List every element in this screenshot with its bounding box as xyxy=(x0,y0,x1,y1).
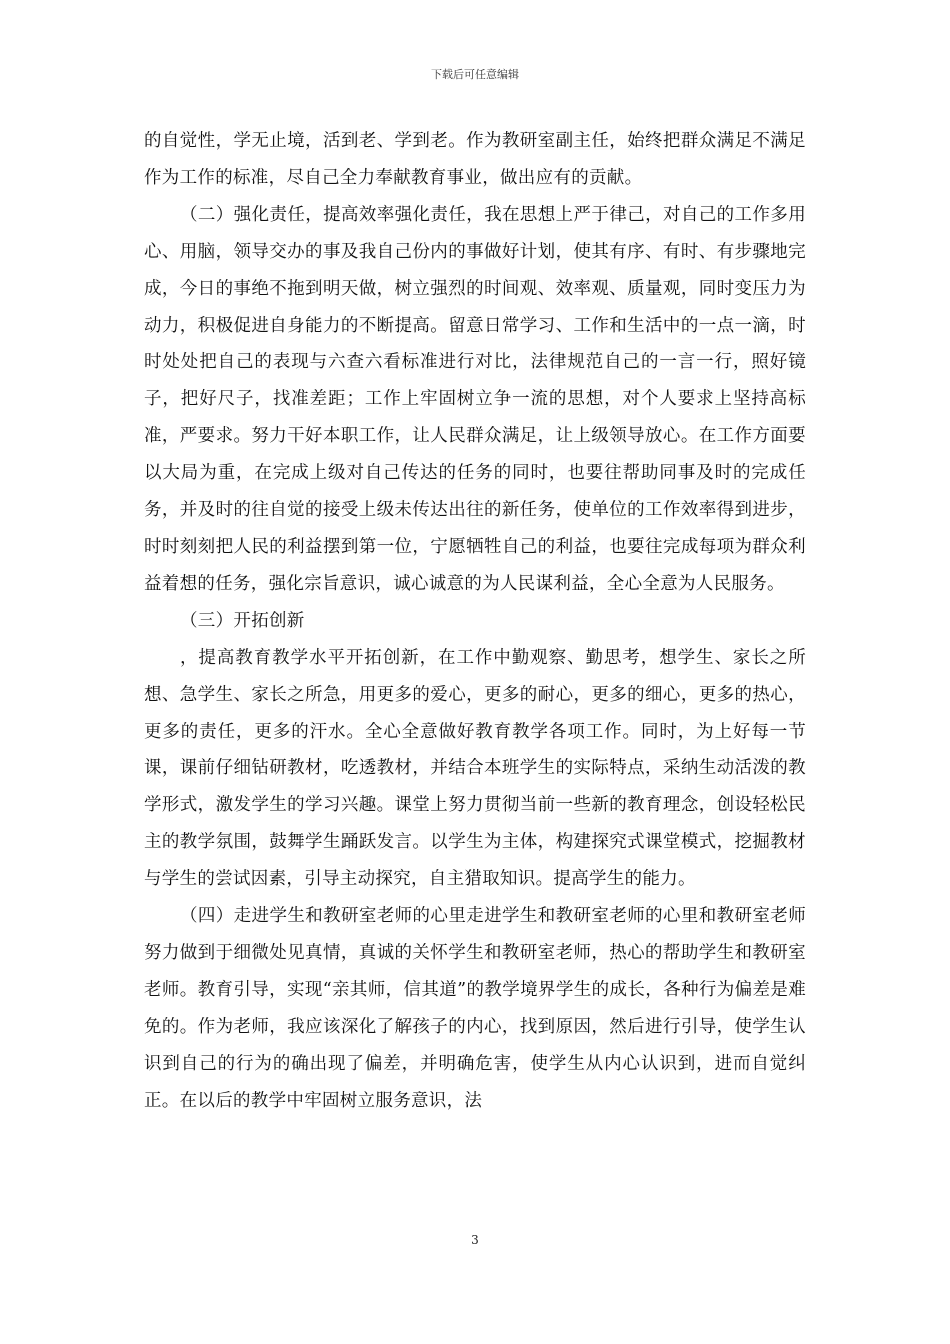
page-number: 3 xyxy=(471,1233,479,1247)
paragraph-continued: 的自觉性，学无止境，活到老、学到老。作为教研室副主任，始终把群众满足不满足作为工作的标准，尽自己全力奉献教育事业，做出应有的贡献。 xyxy=(144,131,806,188)
document-body xyxy=(144,123,806,1119)
paragraph-section-three-body: ，提高教育教学水平开拓创新，在工作中勤观察、勤思考，想学生、家长之所想、急学生、家长之所急，用更多的爱心，更多的耐心，更多的细心，更多的热心，更多的责任，更多的汗水。全心全意做好教育教学各项工作。同时，为上好每一节课，课前仔细钻研教材，吃透教材，并结合本班学生的实际特点，采纳生动活泼的教学形式，激发学生的学习兴趣。课堂上努力贯彻当前一些新的教育理念，创设轻松民主的教学氛围，鼓舞学生踊跃发言。以学生为主体，构建探究式课堂模式，挖掘教材与学生的尝试因素，引导主动探究，自主猎取知识。提高学生的能力。 xyxy=(144,647,806,890)
page-header: 下载后可任意编辑 xyxy=(431,68,519,81)
paragraph-section-three-heading: （三）开拓创新 xyxy=(180,610,305,631)
paragraph-section-two: （二）强化责任，提高效率强化责任，我在思想上严于律己，对自己的工作多用心、用脑，领导交办的事及我自己份内的事做好计划，使其有序、有时、有步骤地完成，今日的事绝不拖到明天做，树立强烈的时间观、效率观、质量观，同时变压力为动力，积极促进自身能力的不断提高。留意日常学习、工作和生活中的一点一滴，时时处处把自己的表现与六查六看标准进行对比，法律规范自己的一言一行，照好镜子，把好尺子，找准差距；工作上牢固树立争一流的思想，对个人要求上坚持高标准，严要求。努力干好本职工作，让人民群众满足，让上级领导放心。在工作方面要以大局为重，在完成上级对自己传达的任务的同时，也要往帮助同事及时的完成任务，并及时的往自觉的接受上级未传达出往的新任务，使单位的工作效率得到进步，时时刻刻把人民的利益摆到第一位，宁愿牺牲自己的利益，也要往完成每项为群众利益着想的任务，强化宗旨意识，诚心诚意的为人民谋利益，全心全意为人民服务。 xyxy=(144,204,806,594)
paragraph-section-four: （四）走进学生和教研室老师的心里走进学生和教研室老师的心里和教研室老师努力做到于细微处见真情，真诚的关怀学生和教研室老师，热心的帮助学生和教研室老师。教育引导，实现“亲其师，信其道”的教学境界学生的成长，各种行为偏差是难免的。作为老师，我应该深化了解孩子的内心，找到原因，然后进行引导，使学生认识到自己的行为的确出现了偏差，并明确危害，使学生从内心认识到，进而自觉纠正。在以后的教学中牢固树立服务意识，法 xyxy=(144,906,806,1111)
